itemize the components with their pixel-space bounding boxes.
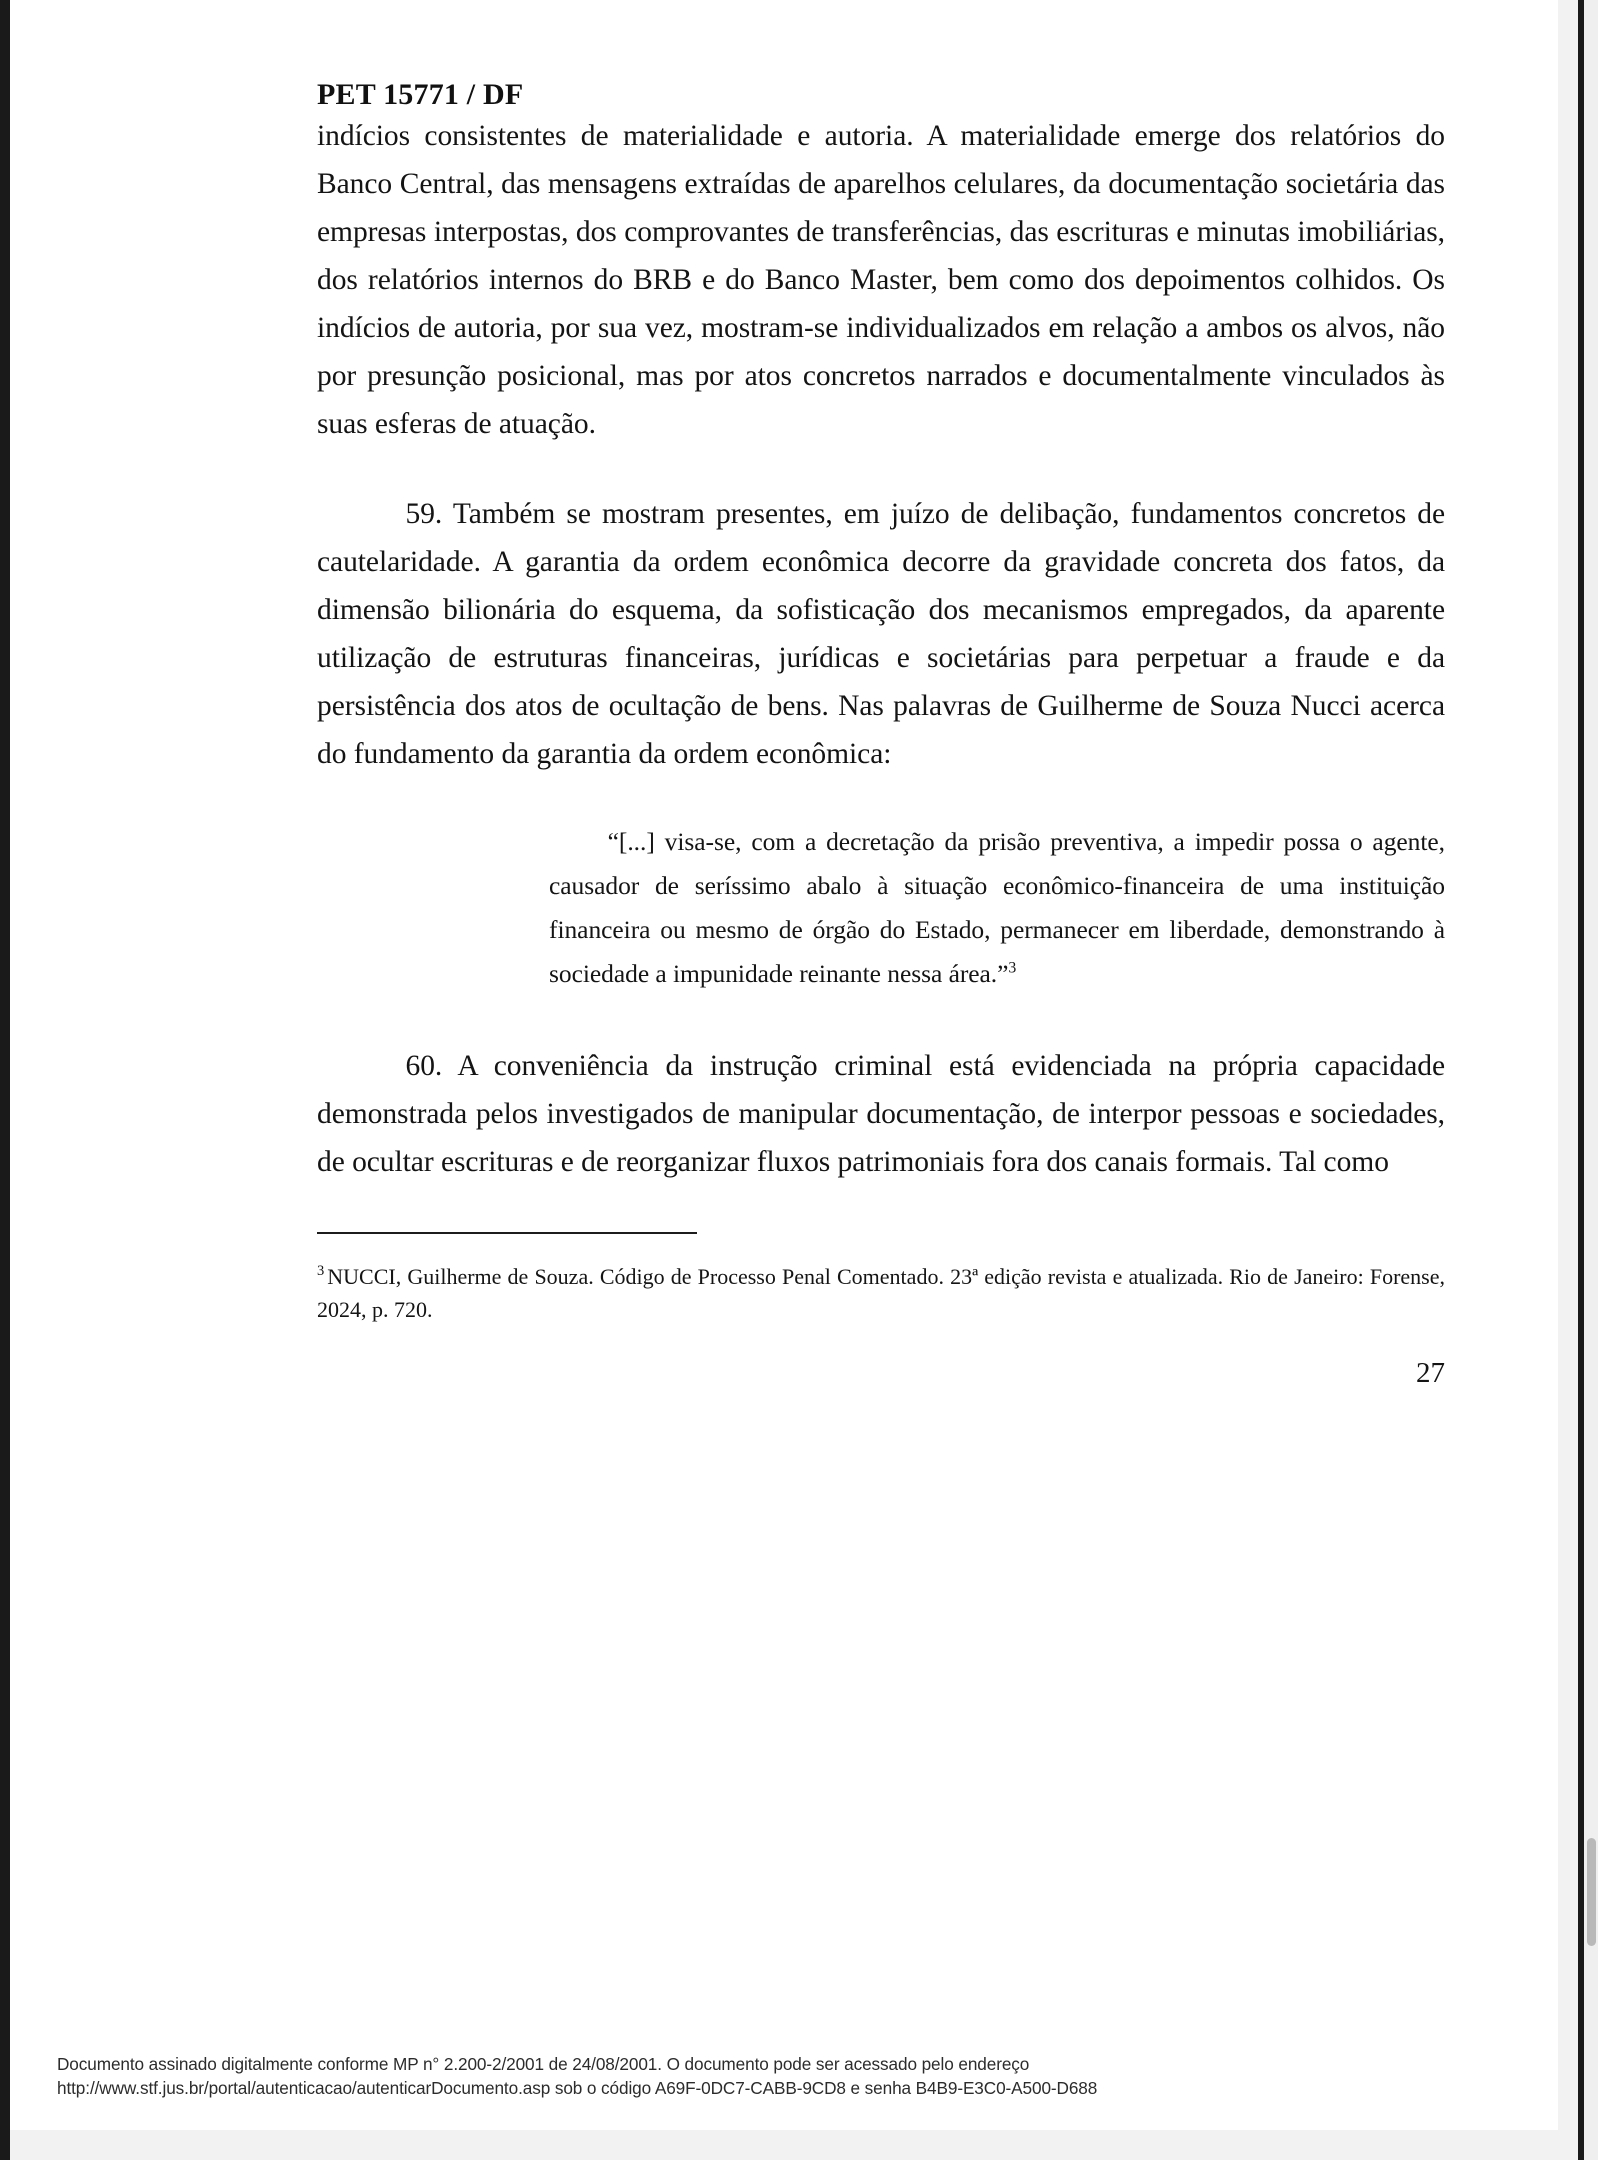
page-number: 27 [1416,1356,1445,1389]
page-surround [10,0,1578,2160]
vertical-scrollbar-thumb[interactable] [1587,1838,1596,1946]
signature-line-1: Documento assinado digitalmente conforme MP n° 2.200-2/2001 de 24/08/2001. O documento pode ser acessado pelo endereço [57,2054,1030,2074]
footnote-citation-text: NUCCI, Guilherme de Souza. Código de Processo Penal Comentado. 23ª edição revista e atualizada. Rio de Janeiro: Forense, 2024, p. 720. [317,1263,1445,1323]
blockquote-body: “[...] visa-se, com a decretação da prisão preventiva, a impedir possa o agente, causador de seríssimo abalo à situação econômico-financeira de uma instituição financeira ou mesmo de órgão do Estado, permanecer em liberdade, demonstrando à sociedade a impunidade reinante nessa área.” [549,827,1445,988]
page-content-area [10,0,1558,2130]
footnote-number: 3 [317,1263,325,1280]
footnote-area [317,1232,1445,1327]
paragraph-59: 59. Também se mostram presentes, em juízo de delibação, fundamentos concretos de cautelaridade. A garantia da ordem econômica decorre da gravidade concreta dos fatos, da dimensão bilionária do esquema, da sofisticação dos mecanismos empregados, da aparente utilização de estruturas financeiras, jurídicas e societárias para perpetuar a fraude e da persistência dos atos de ocultação de bens. Nas palavras de Guilherme de Souza Nucci acerca do fundamento da garantia da ordem econômica: [317,497,1445,771]
body-text-block [317,112,1445,1186]
vertical-scrollbar-track[interactable] [1584,0,1598,2160]
blockquote-text [317,820,1445,995]
blockquote-nucci [317,820,1445,995]
footnote-separator-rule [317,1232,697,1234]
paragraph-60: 60. A conveniência da instrução criminal está evidenciada na própria capacidade demonstrada pelos investigados de manipular documentação, de interpor pessoas e sociedades, de ocultar escrituras e de reorganizar fluxos patrimoniais fora dos canais formais. Tal como [317,1049,1445,1178]
paragraph-materialidade: indícios consistentes de materialidade e autoria. A materialidade emerge dos relatórios do Banco Central, das mensagens extraídas de aparelhos celulares, da documentação societária das empresas interpostas, dos comprovantes de transferências, das escrituras e minutas imobiliárias, dos relatórios internos do BRB e do Banco Master, bem como dos depoimentos colhidos. Os indícios de autoria, por sua vez, mostram-se individualizados em relação a ambos os alvos, não por presunção posicional, mas por atos concretos narrados e documentalmente vinculados às suas esferas de atuação. [317,120,1445,441]
digital-signature-watermark [57,2052,1457,2101]
document-page [10,0,1558,2130]
footnote-reference-marker[interactable]: 3 [1008,959,1017,977]
page-header-case-number: PET 15771 / DF [317,78,524,111]
footnote-entry [317,1260,1445,1327]
signature-line-2: http://www.stf.jus.br/portal/autenticacao/autenticarDocumento.asp sob o código A69F-0DC7-CABB-9CD8 e senha B4B9-E3C0-A500-D688 [57,2078,1098,2099]
document-body [317,0,1445,1390]
